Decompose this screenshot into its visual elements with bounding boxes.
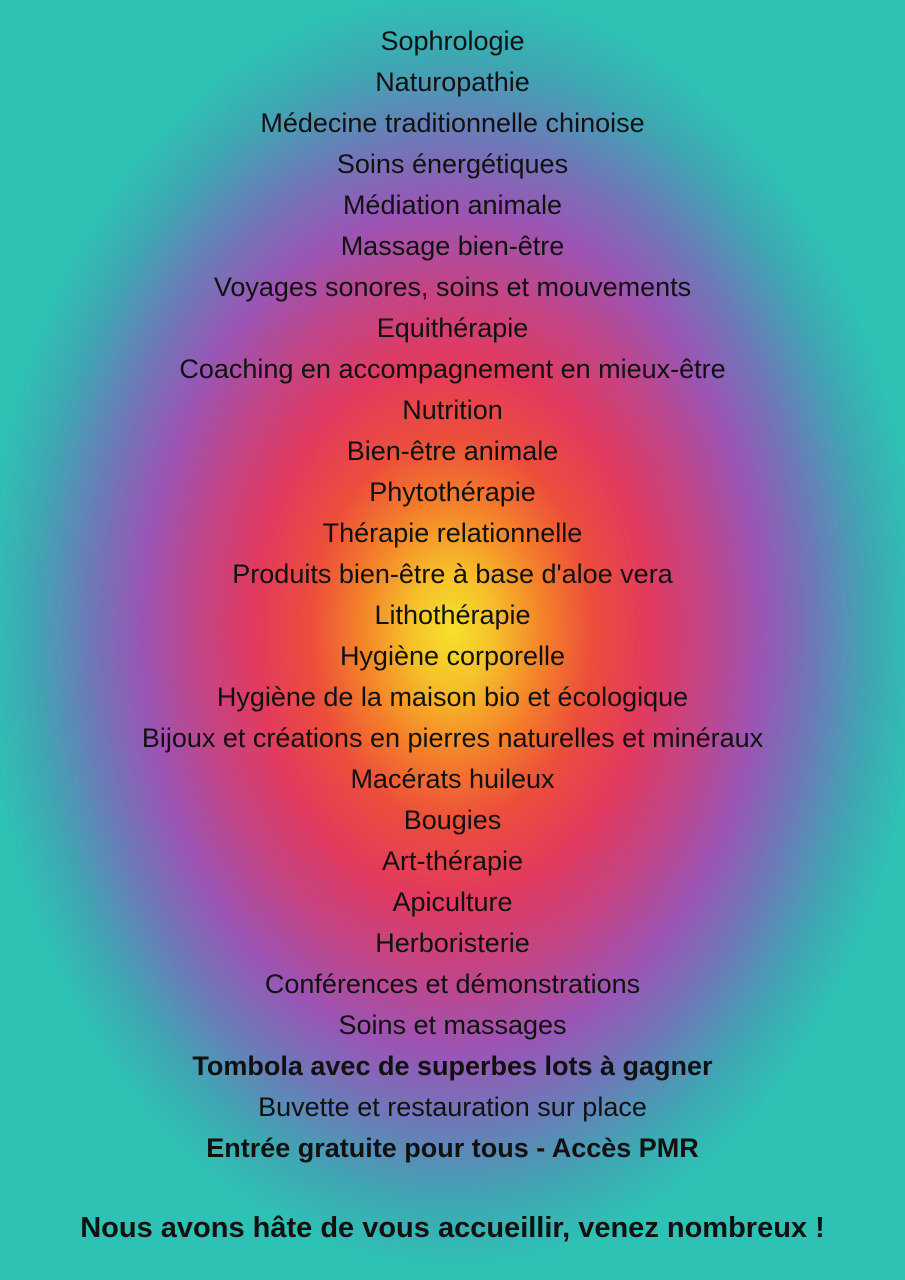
list-item: Produits bien-être à base d'aloe vera [232,559,673,589]
list-item: Médiation animale [342,190,563,220]
list-item: Bijoux et créations en pierres naturelles et minéraux [141,723,764,753]
list-item: Naturopathie [375,67,530,97]
list-item: Phytothérapie [369,477,536,507]
list-item: Sophrologie [380,26,525,56]
list-item: Hygiène de la maison bio et écologique [216,682,689,712]
list-item: Herboristerie [375,928,530,958]
buvette-line: Buvette et restauration sur place [258,1092,647,1122]
list-item: Conférences et démonstrations [264,969,641,999]
list-item: Bien-être animale [346,436,559,466]
list-item: Nutrition [402,395,503,425]
list-item: Coaching en accompagnement en mieux-être [179,354,726,384]
list-item: Voyages sonores, soins et mouvements [213,272,692,302]
list-item: Soins et massages [338,1010,567,1040]
list-item: Lithothérapie [374,600,531,630]
list-item: Equithérapie [376,313,529,343]
entry-line: Entrée gratuite pour tous - Accès PMR [206,1133,699,1163]
list-item: Bougies [403,805,502,835]
list-item: Soins énergétiques [336,149,569,179]
list-item: Apiculture [392,887,513,917]
closing-message: Nous avons hâte de vous accueillir, venez nombreux ! [80,1212,825,1244]
list-item: Médecine traditionnelle chinoise [260,108,645,138]
tombola-line: Tombola avec de superbes lots à gagner [192,1051,713,1081]
list-item: Massage bien-être [340,231,565,261]
list-item: Hygiène corporelle [339,641,566,671]
list-item: Thérapie relationnelle [322,518,583,548]
list-item: Macérats huileux [350,764,555,794]
list-item: Art-thérapie [381,846,524,876]
activity-list [0,21,905,1169]
